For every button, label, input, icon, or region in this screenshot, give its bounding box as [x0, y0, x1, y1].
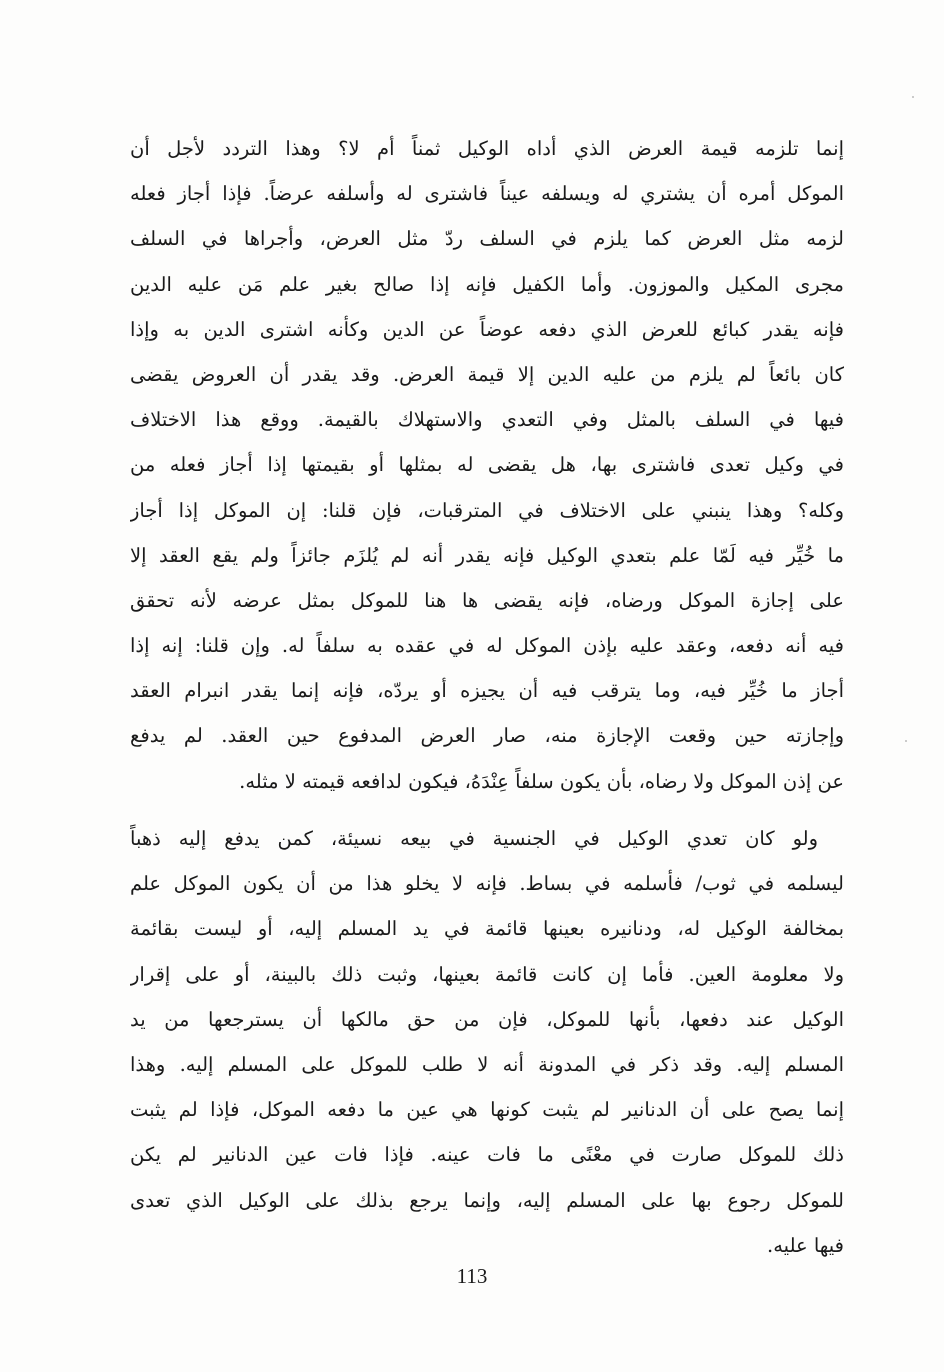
text-line: فإنه يقدر كبائع للعرض الذي دفعه عوضاً عن الدين وكأنه اشترى الدين به وإذا	[130, 317, 844, 341]
text-line: في وكيل تعدى فاشترى بها، هل يقضى له بمثلها أو بقيمتها إذا أجاز فعله من	[130, 453, 844, 477]
text-line: للموكل رجوع بها على المسلم إليه، وإنما يرجع بذلك على الوكيل الذي تعدى	[130, 1188, 844, 1212]
text-line: فيها في السلف بالمثل وفي التعدي والاستهلاك بالقيمة. ووقع هذا الاختلاف	[130, 408, 844, 432]
scan-speck	[905, 740, 907, 742]
text-line: إنما يصح على أن الدنانير لم يثبت كونها هي عين ما دفعه الموكل، فإذا لم يثبت	[130, 1098, 844, 1122]
page-number: 113	[456, 1264, 488, 1288]
text-line: المسلم إليه. وقد ذكر في المدونة أنه لا طلب للموكل على المسلم إليه. وهذا	[130, 1052, 844, 1076]
text-line: ولو كان تعدي الوكيل في الجنسية في بيعه نسيئة، كمن يدفع إليه ذهباً	[130, 827, 818, 850]
text-line: أجاز ما خُيِّر فيه، وما يترقب فيه أن يجيزه أو يردّه، فإنه إنما يقدر انبرام العقد	[130, 679, 844, 703]
text-line: وإجازته حين وقعت الإجازة منه، صار العرض المدفوع حين العقد. لم يدفع	[130, 724, 844, 748]
text-line: لزمه مثل العرض كما يلزم في السلف ردّ مثل العرض، وأجراها في السلف	[130, 227, 844, 251]
text-line: إنما تلزمه قيمة العرض الذي أداه الوكيل ثمناً أم لا؟ وهذا التردد لأجل أن	[130, 137, 844, 160]
paragraph-1	[130, 126, 844, 804]
text-line: ذلك للموكل صارت في معْنًى ما فات عينه. فإذا فات عين الدنانير لم يكن	[130, 1143, 844, 1167]
text-line: فيه أنه دفعه، وعقد عليه بإذن الموكل له في عقده به سلفاً له. وإن قلنا: إنه إذا	[130, 634, 844, 658]
text-line: الموكل أمره أن يشتري له ويسلفه عيناً فاشترى له وأسلفه عرضاً. فإذا أجاز فعله	[130, 182, 844, 206]
scan-speck	[912, 96, 914, 98]
text-line: مجرى المكيل والموزون. وأما الكفيل فإنه إذا صالح بغير علم مَن عليه الدين	[130, 272, 844, 296]
text-line: ولا معلومة العين. فأما إن كانت قائمة بعينها، وثبت ذلك بالبينة، أو على إقرار	[130, 962, 844, 986]
text-line: الوكيل عند دفعها، بأنها للموكل، فإن من حق مالكها أن يسترجعها من يد	[130, 1007, 844, 1031]
text-line: عن إذن الموكل ولا رضاه، بأن يكون سلفاً عِنْدَهُ، فيكون لدافعه قيمته لا مثله.	[239, 769, 844, 793]
text-line: على إجازة الموكل ورضاه، فإنه يقضى ها هنا للموكل بمثل عرضه لأنه تحقق	[130, 588, 844, 612]
text-line: فيها عليه.	[767, 1233, 844, 1257]
text-line: ما خُيِّر فيه لَمّا علم بتعدي الوكيل فإنه يقدر أنه لم يُلزَم جائزاً ولم يقع العقد إلا	[130, 543, 844, 567]
text-line: ليسلمه في ثوب/ فأسلمه في بساط. فإنه لا يخلو هذا من أن يكون الموكل علم	[130, 872, 844, 896]
text-line: كان بائعاً لم يلزم من عليه الدين إلا قيمة العرض. وقد يقدر أن العروض يقضى	[130, 362, 844, 386]
paragraph-2	[130, 816, 844, 1268]
text-line: بمخالفة الوكيل له، ودنانيره بعينها قائمة في يد المسلم إليه، أو ليست بقائمة	[130, 917, 844, 941]
text-line: وكله؟ وهذا ينبني على الاختلاف في المترقبات، فإن قلنا: إن الموكل إذا أجاز	[130, 498, 844, 522]
